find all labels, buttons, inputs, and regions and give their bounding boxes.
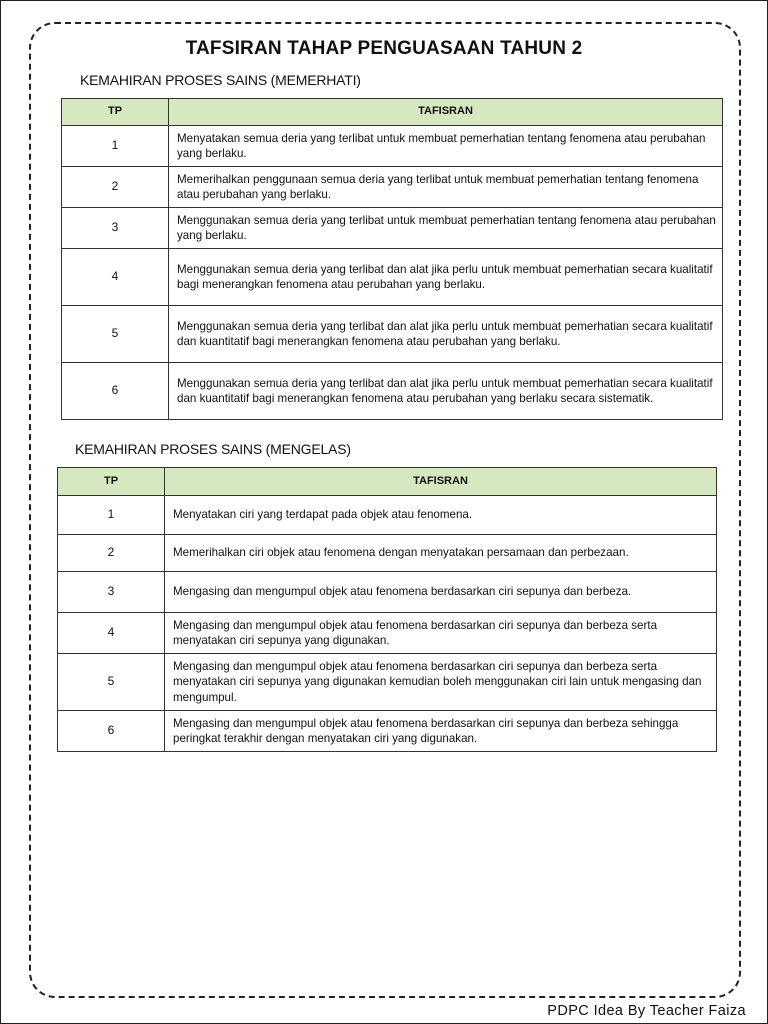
section-heading-memerhati: KEMAHIRAN PROSES SAINS (MEMERHATI) [80, 72, 361, 88]
tp-description: Menggunakan semua deria yang terlibat dan alat jika perlu untuk membuat pemerhatian secara kualitatif dan kuantitatif bagi menerangkan fenomena atau perubahan yang berlaku secara sistematik. [169, 363, 723, 420]
tp-level: 3 [62, 208, 169, 249]
tp-level: 6 [62, 363, 169, 420]
tp-description: Memerihalkan penggunaan semua deria yang terlibat untuk membuat pemerhatian tentang fenomena atau perubahan yang berlaku. [169, 167, 723, 208]
section-heading-mengelas: KEMAHIRAN PROSES SAINS (MENGELAS) [75, 441, 351, 457]
table-header-row [58, 468, 717, 496]
column-header-tafsiran: TAFISRAN [165, 468, 717, 496]
tp-level: 3 [58, 572, 165, 613]
table-row [62, 363, 723, 420]
tp-description: Menyatakan ciri yang terdapat pada objek atau fenomena. [165, 496, 717, 535]
tp-description: Menyatakan semua deria yang terlibat untuk membuat pemerhatian tentang fenomena atau perubahan yang berlaku. [169, 126, 723, 167]
tp-level: 6 [58, 711, 165, 752]
tp-level: 5 [58, 654, 165, 711]
table-row [58, 496, 717, 535]
tp-level: 5 [62, 306, 169, 363]
tp-level: 4 [62, 249, 169, 306]
table-row [58, 535, 717, 572]
tp-description: Menggunakan semua deria yang terlibat untuk membuat pemerhatian tentang fenomena atau perubahan yang berlaku. [169, 208, 723, 249]
table-row [58, 654, 717, 711]
tp-level: 4 [58, 613, 165, 654]
tp-description: Mengasing dan mengumpul objek atau fenomena berdasarkan ciri sepunya dan berbeza serta menyatakan ciri sepunya yang digunakan. [165, 613, 717, 654]
table-memerhati [61, 98, 723, 420]
column-header-tp: TP [58, 468, 165, 496]
table-header-row [62, 99, 723, 126]
tp-level: 1 [62, 126, 169, 167]
tp-description: Memerihalkan ciri objek atau fenomena dengan menyatakan persamaan dan perbezaan. [165, 535, 717, 572]
column-header-tafsiran: TAFISRAN [169, 99, 723, 126]
table-row [62, 126, 723, 167]
tp-description: Menggunakan semua deria yang terlibat dan alat jika perlu untuk membuat pemerhatian secara kualitatif dan kuantitatif bagi menerangkan fenomena atau perubahan yang berlaku. [169, 306, 723, 363]
table-row [58, 572, 717, 613]
table-row [62, 306, 723, 363]
column-header-tp: TP [62, 99, 169, 126]
tp-level: 2 [62, 167, 169, 208]
tp-description: Menggunakan semua deria yang terlibat dan alat jika perlu untuk membuat pemerhatian secara kualitatif bagi menerangkan fenomena atau perubahan yang berlaku. [169, 249, 723, 306]
table-row [62, 167, 723, 208]
table-row [62, 249, 723, 306]
tp-level: 2 [58, 535, 165, 572]
footer-credit: PDPC Idea By Teacher Faiza [547, 1003, 746, 1019]
tp-description: Mengasing dan mengumpul objek atau fenomena berdasarkan ciri sepunya dan berbeza. [165, 572, 717, 613]
page-title: TAFSIRAN TAHAP PENGUASAAN TAHUN 2 [185, 38, 583, 59]
tp-level: 1 [58, 496, 165, 535]
table-row [58, 613, 717, 654]
table-mengelas [57, 467, 717, 752]
table-row [58, 711, 717, 752]
tp-description: Mengasing dan mengumpul objek atau fenomena berdasarkan ciri sepunya dan berbeza serta menyatakan ciri sepunya yang digunakan kemudian boleh menggunakan ciri lain untuk mengasing dan mengumpul. [165, 654, 717, 711]
tp-description: Mengasing dan mengumpul objek atau fenomena berdasarkan ciri sepunya dan berbeza sehingga peringkat terakhir dengan menyatakan ciri yang digunakan. [165, 711, 717, 752]
table-row [62, 208, 723, 249]
